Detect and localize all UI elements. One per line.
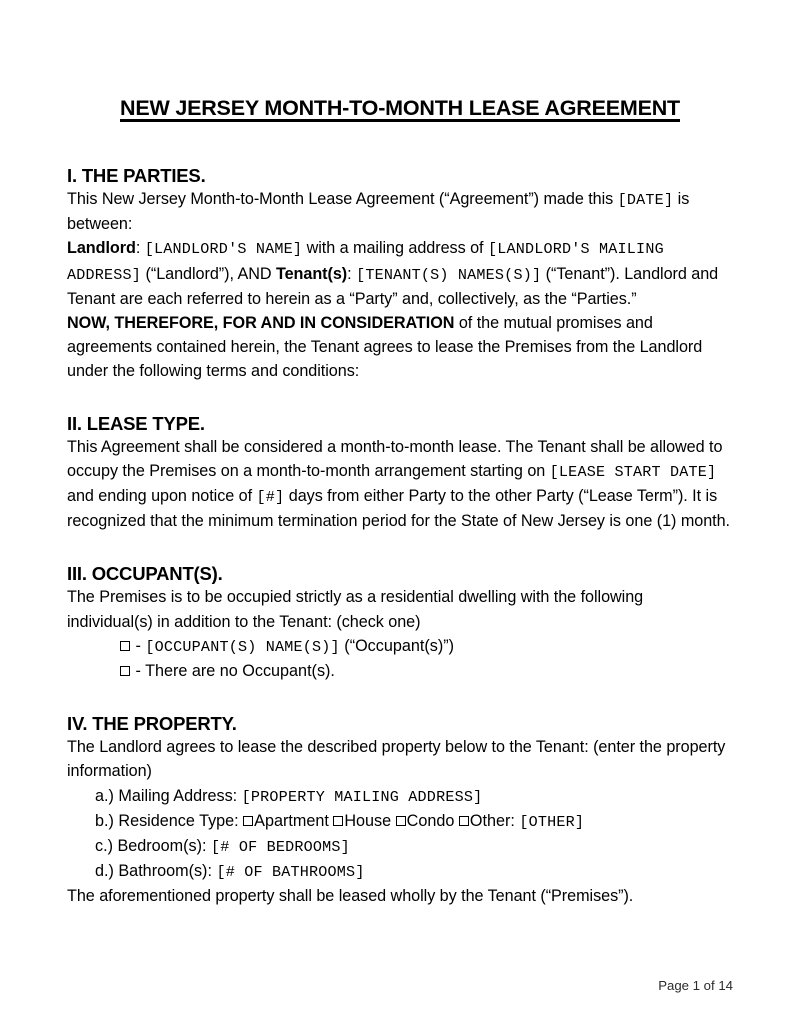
occupant-names-placeholder: [OCCUPANT(S) NAME(S)]	[145, 637, 340, 656]
property-paragraph: The Landlord agrees to lease the described property below to the Tenant: (enter the property information)	[67, 738, 726, 781]
property-bedrooms-row	[67, 834, 733, 859]
lease-type-text-a: This Agreement shall be considered a month-to-month lease. The Tenant shall be allowed to occupy the Premises on a month-to-month arrangement starting on	[67, 437, 723, 480]
lease-start-date-placeholder: [LEASE START DATE]	[549, 462, 717, 481]
consideration-bold-text: NOW, THEREFORE, FOR AND IN CONSIDERATION	[67, 314, 455, 333]
landlord-label: Landlord	[67, 239, 136, 258]
residence-option-condo[interactable]: Condo	[406, 811, 455, 830]
property-detail-list	[67, 784, 733, 885]
consideration-rest-text: of the mutual promises and agreements contained herein, the Tenant agrees to lease the Premises from the Landlord under the following terms and conditions:	[67, 314, 703, 381]
property-residence-type-label: b.) Residence Type:	[95, 811, 244, 830]
parties-intro-text-b: is between:	[67, 190, 690, 234]
property-mailing-address-row	[67, 784, 733, 809]
section-heading-parties: I. THE PARTIES.	[67, 165, 206, 186]
landlord-after-text: (“Landlord”), AND	[141, 264, 276, 283]
occupants-option-list	[67, 634, 733, 683]
checkbox-icon[interactable]	[459, 816, 469, 826]
consideration-paragraph	[67, 311, 733, 384]
checkbox-icon[interactable]	[120, 641, 130, 651]
date-placeholder: [DATE]	[617, 191, 674, 209]
landlord-address-placeholder: [LANDLORD'S MAILING ADDRESS]	[67, 240, 664, 284]
section-heading-property: IV. THE PROPERTY.	[67, 713, 237, 735]
checkbox-icon[interactable]	[333, 816, 343, 826]
tenant-colon: :	[347, 264, 357, 283]
checkbox-icon[interactable]	[120, 666, 130, 676]
occupant-option-named-tail: (“Occupant(s)”)	[339, 636, 455, 655]
occupant-option-none-tail: There are no Occupant(s).	[145, 662, 335, 681]
occupants-paragraph: The Premises is to be occupied strictly as a residential dwelling with the following individual(s) in addition to the Tenant: (check one)	[67, 588, 644, 631]
property-bathrooms-row	[67, 859, 733, 884]
page-title: NEW JERSEY MONTH-TO-MONTH LEASE AGREEMENT	[120, 96, 680, 120]
tenant-names-placeholder: [TENANT(S) NAMES(S)]	[356, 265, 542, 284]
occupant-option-none-dash: -	[131, 662, 146, 681]
property-closing-paragraph: The aforementioned property shall be leased wholly by the Tenant (“Premises”).	[67, 887, 634, 906]
landlord-name-placeholder: [LANDLORD'S NAME]	[144, 240, 303, 259]
landlord-colon: :	[135, 239, 145, 258]
property-mailing-address-label: a.) Mailing Address:	[95, 786, 242, 805]
occupant-option-named[interactable]	[67, 634, 733, 659]
property-bathrooms-placeholder: [# OF BATHROOMS]	[216, 863, 365, 882]
landlord-mid-text: with a mailing address of	[302, 239, 488, 258]
checkbox-icon[interactable]	[396, 816, 406, 826]
notice-days-placeholder: [#]	[256, 488, 285, 507]
tenant-label: Tenant(s)	[275, 264, 348, 283]
landlord-tenant-paragraph	[67, 236, 733, 311]
property-residence-type-row	[67, 809, 733, 834]
property-bedrooms-label: c.) Bedroom(s):	[95, 837, 212, 856]
property-bathrooms-label: d.) Bathroom(s):	[95, 862, 217, 881]
residence-option-house[interactable]: House	[344, 811, 392, 830]
tenant-after-text: (“Tenant”). Landlord and Tenant are each referred to herein as a “Party” and, collectively, as the “Parties.”	[67, 264, 719, 308]
parties-intro-paragraph	[67, 187, 733, 236]
lease-type-paragraph	[67, 435, 733, 534]
residence-option-other[interactable]: Other:	[469, 811, 520, 830]
checkbox-icon[interactable]	[243, 816, 253, 826]
residence-option-apartment[interactable]: Apartment	[254, 811, 329, 830]
lease-type-text-b: and ending upon notice of	[67, 487, 257, 506]
residence-other-placeholder: [OTHER]	[519, 812, 585, 831]
property-mailing-address-placeholder: [PROPERTY MAILING ADDRESS]	[241, 787, 483, 806]
occupant-option-named-dash: -	[131, 636, 146, 655]
parties-intro-text-a: This New Jersey Month-to-Month Lease Agreement (“Agreement”) made this	[67, 190, 618, 208]
section-heading-lease-type: II. LEASE TYPE.	[67, 412, 205, 434]
lease-type-text-c: days from either Party to the other Party (“Lease Term”). It is recognized that the minimum termination period for the State of New Jersey is one (1) month.	[67, 487, 731, 531]
page-footer: Page 1 of 14	[658, 978, 733, 993]
occupant-option-none[interactable]	[67, 659, 733, 683]
property-bedrooms-placeholder: [# OF BEDROOMS]	[211, 838, 350, 857]
section-heading-occupants: III. OCCUPANT(S).	[67, 563, 223, 585]
